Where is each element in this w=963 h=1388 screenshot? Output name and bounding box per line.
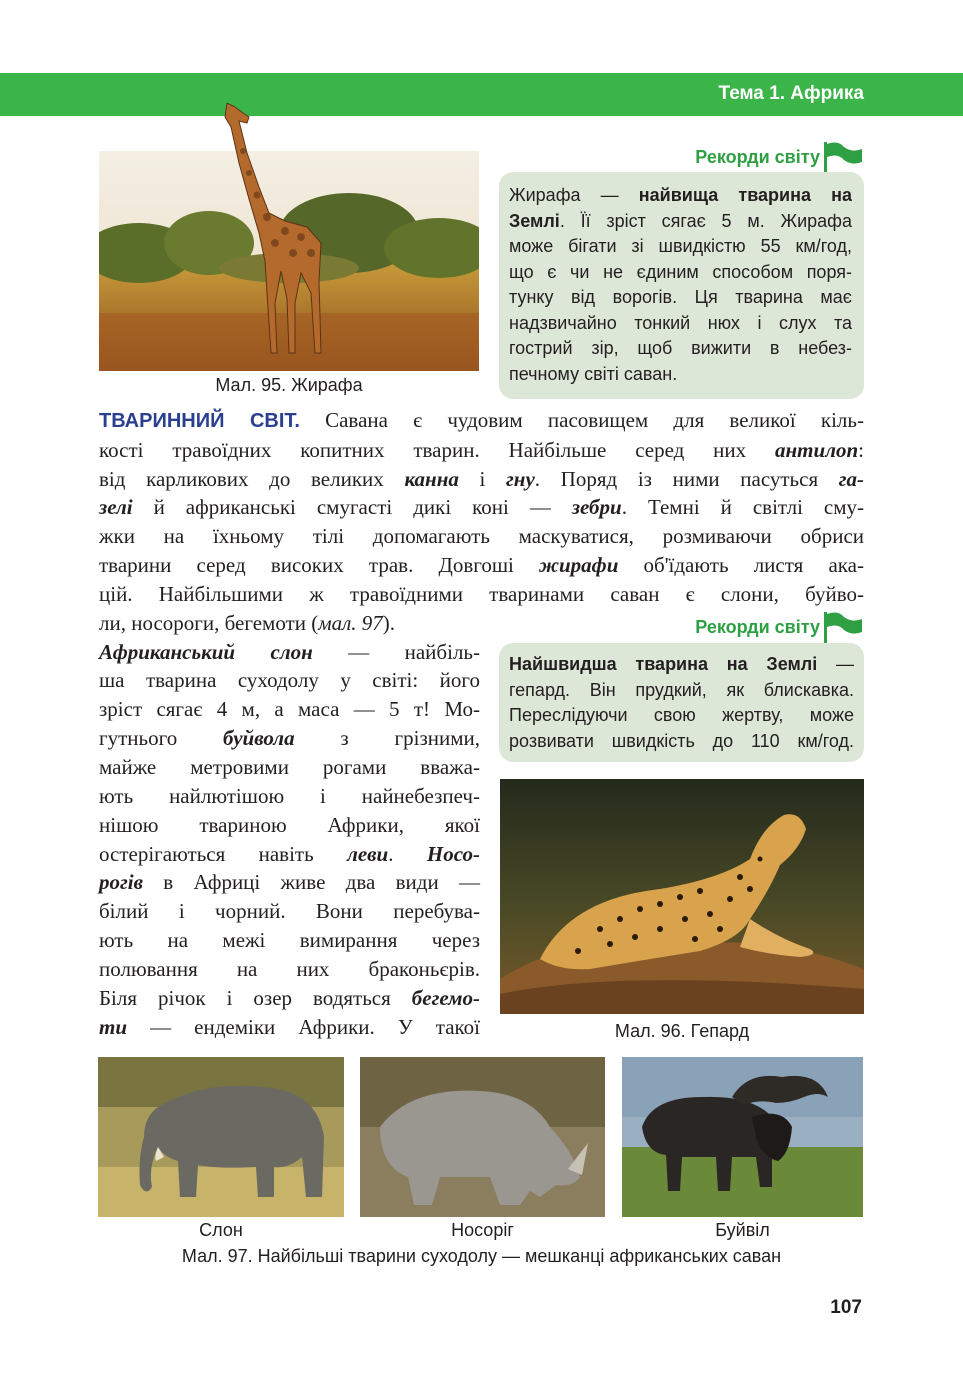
section-heading: ТВАРИННИЙ СВІТ.: [99, 410, 300, 432]
body-line: остерігаються навіть леви. Носо-: [99, 842, 480, 866]
giraffe-photo: [99, 103, 479, 371]
body-line: ли, носороги, бегемоти (мал. 97).: [99, 611, 396, 635]
figure-95-caption: Мал. 95. Жирафа: [215, 375, 363, 395]
rhino-photo: [360, 1057, 605, 1217]
body-line: цій. Найбільшими ж травоїдними тваринами саван є слони, буйво-: [99, 582, 864, 606]
record-line: гепард. Він прудкий, як блискавка.: [509, 679, 854, 700]
body-line: рогів в Африці живе два види —: [99, 870, 480, 894]
body-line: кості травоїдних копитних тварин. Найбільше серед них антилоп:: [99, 438, 864, 462]
figure-97-caption: Мал. 97. Найбільші тварини суходолу — мешканці африканських саван: [181, 1246, 782, 1266]
body-line: ша тварина суходолу у світі: його: [99, 668, 480, 692]
record-line: надзвичайно тонкий нюх і слух та: [509, 312, 852, 333]
body-line: Біля річок і озер водяться бегемо-: [99, 986, 480, 1010]
elephant-photo: [98, 1057, 344, 1217]
world-records-box-2: [499, 643, 864, 762]
record-line: Жирафа — найвища тварина на: [509, 185, 852, 205]
body-line: ють на межі вимирання через: [99, 928, 480, 952]
body-line: ти — ендеміки Африки. У такої: [99, 1015, 480, 1039]
page-number: 107: [830, 1297, 862, 1318]
body-line: майже метровими рогами вважа-: [99, 755, 480, 779]
body-line: полювання на них браконьєрів.: [99, 957, 480, 981]
record-line: гострий зір, щоб вижити в небез-: [509, 338, 852, 358]
body-line: ють найлютішою і найнебезпеч-: [99, 784, 480, 808]
buffalo-photo: [622, 1057, 863, 1217]
chapter-title: Тема 1. Африка: [718, 83, 864, 104]
record-line: печному світі саван.: [509, 363, 678, 384]
record-line: Найшвидша тварина на Землі —: [509, 654, 854, 674]
body-line: білий і чорний. Вони перебува-: [99, 899, 480, 923]
world-records-box-1: [499, 172, 864, 399]
body-line: нішою твариною Африки, якої: [99, 813, 480, 837]
record-line: Землі. Її зріст сягає 5 м. Жирафа: [509, 210, 852, 231]
world-records-title-1: Рекорди світу: [695, 147, 820, 167]
body-line: зелі й африканські смугасті дикі коні — зебри. Темні й світлі сму-: [99, 495, 864, 519]
body-line: гутнього буйвола з грізними,: [99, 726, 480, 750]
record-line: тунку від ворогів. Ця тварина має: [509, 287, 852, 307]
body-line: від карликових до великих канна і гну. Поряд із ними пасуться га-: [99, 467, 864, 491]
record-line: може бігати зі швидкістю 55 км/год,: [509, 236, 852, 256]
body-line: Африканський слон — найбіль-: [99, 640, 480, 664]
body-line: жки на їхньому тілі допомагають маскуватися, розмиваючи обриси: [99, 524, 864, 548]
record-line: Переслідуючи свою жертву, може: [509, 705, 854, 725]
body-line: тварини серед високих трав. Довгоші жирафи об'їдають листя ака-: [99, 553, 864, 577]
buffalo-label: Буйвіл: [715, 1220, 770, 1240]
body-line: ТВАРИННИЙ СВІТ. Савана є чудовим пасовищем для великої кіль-: [99, 408, 864, 432]
figure-96-caption: Мал. 96. Гепард: [614, 1021, 750, 1041]
rhino-label: Носоріг: [451, 1220, 514, 1240]
record-line: що є чи не єдиним способом поря-: [509, 261, 852, 282]
record-line: розвивати швидкість до 110 км/год.: [509, 730, 854, 751]
world-records-title-2: Рекорди світу: [695, 617, 820, 637]
body-line: зріст сягає 4 м, а маса — 5 т! Мо-: [99, 697, 480, 721]
cheetah-photo: [500, 779, 864, 1014]
elephant-label: Слон: [199, 1220, 243, 1240]
